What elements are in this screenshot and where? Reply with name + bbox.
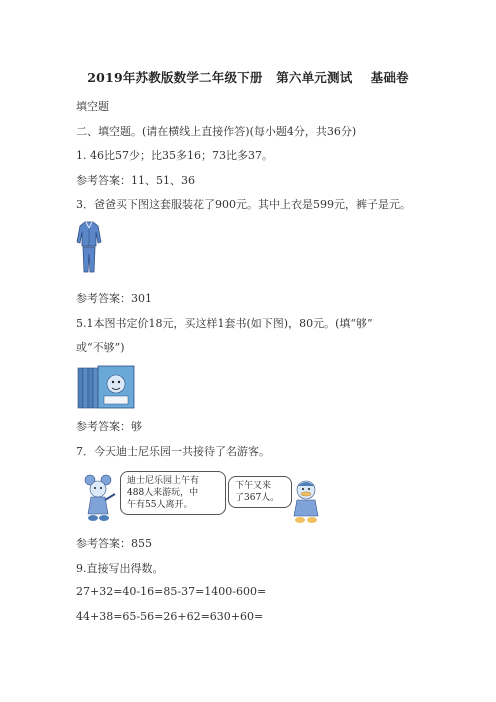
question-5: 5.1本图书定价18元，买这样1套书(如下图)，80元。(填“够”: [76, 317, 373, 330]
bubble-line: 488人来游玩，中: [127, 488, 199, 498]
book-set-illustration: [76, 364, 136, 410]
section-instruction: 二、填空题。(请在横线上直接作答)(每小题4分，共36分): [76, 125, 357, 138]
page-title: 2019年苏教版数学二年级下册 第六单元测试 基础卷: [87, 70, 409, 85]
answer-7: 参考答案：855: [76, 537, 152, 550]
arithmetic-row-2: 44+38=65-56=26+62=630+60=: [76, 610, 264, 623]
question-7: 7．今天迪士尼乐园一共接待了名游客。: [76, 445, 270, 458]
answer-5: 参考答案：够: [76, 420, 142, 433]
question-9: 9.直接写出得数。: [76, 562, 164, 575]
bubble-line: 午有55人离开。: [127, 500, 193, 510]
bubble-line: 下午又来: [235, 481, 272, 491]
speech-bubble-afternoon: [228, 476, 292, 508]
bubble-line: 迪士尼乐园上午有: [127, 476, 200, 486]
arithmetic-row-1: 27+32=40-16=85-37=1400-600=: [76, 585, 267, 598]
answer-3: 参考答案：301: [76, 292, 152, 305]
question-5-continued: 或“不够”): [76, 341, 125, 354]
bubble-line: 了367人。: [235, 493, 280, 503]
mickey-mascot-illustration: [78, 474, 118, 522]
section-heading: 填空题: [76, 100, 109, 113]
speech-bubble-morning: [120, 471, 226, 515]
donald-mascot-illustration: [288, 478, 324, 524]
question-3: 3．爸爸买下图这套服装花了900元。其中上衣是599元，裤子是元。: [76, 198, 411, 211]
question-1: 1. 46比57少；比35多16；73比多37。: [76, 149, 273, 162]
answer-1: 参考答案：11、51、36: [76, 174, 195, 187]
suit-illustration: [76, 220, 102, 274]
